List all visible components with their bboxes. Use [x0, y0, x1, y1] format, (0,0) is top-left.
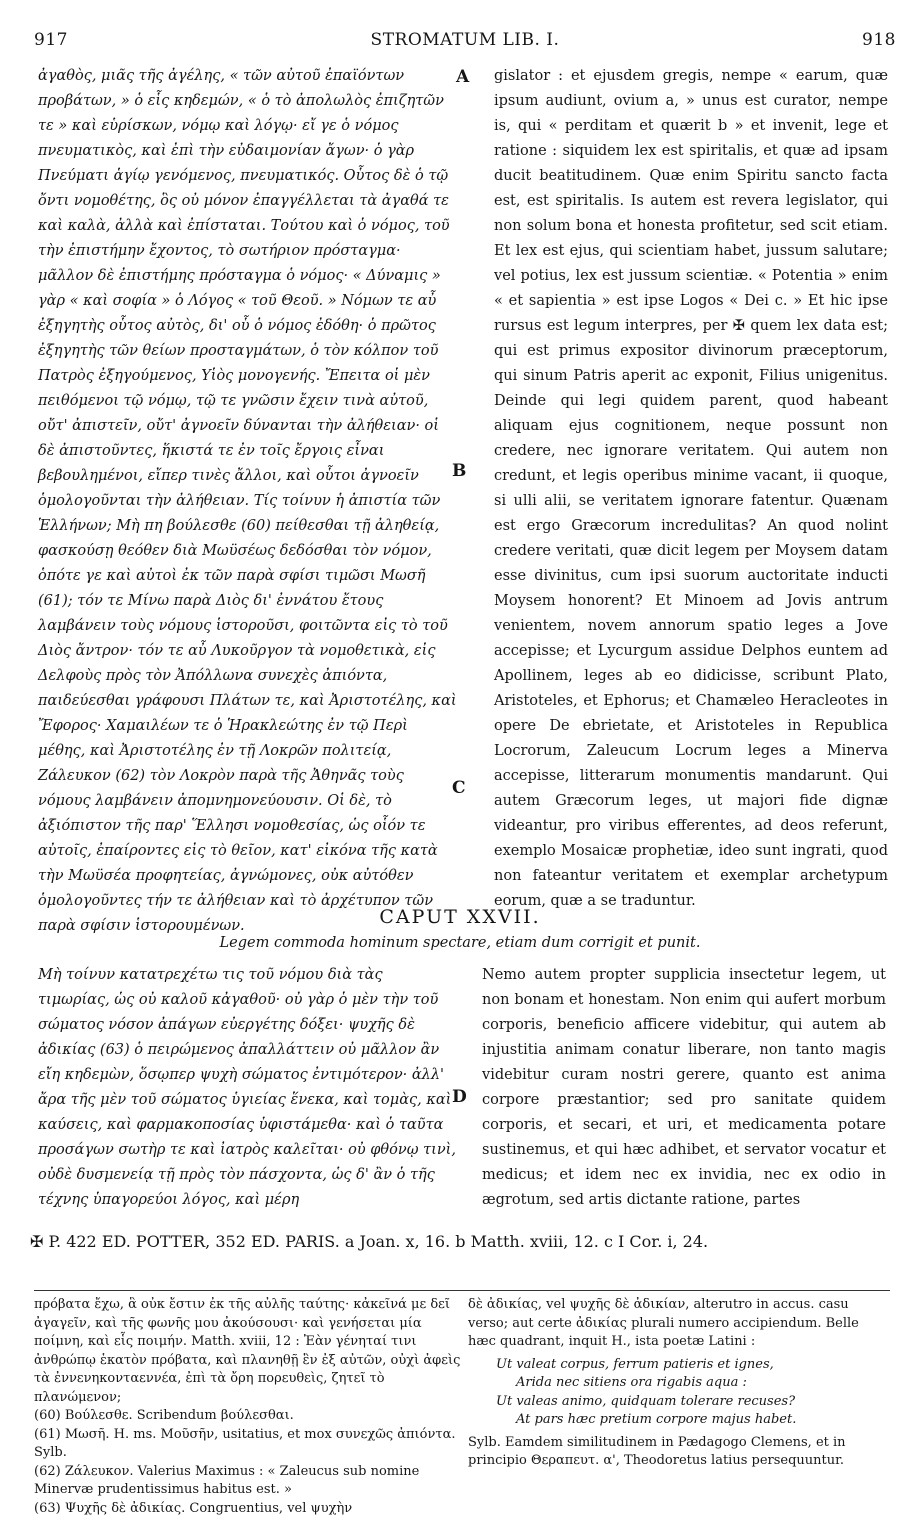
footnote: πρόβατα ἔχω, ἃ οὐκ ἔστιν ἐκ τῆς αὐλῆς ταύτης· κἀκεῖνά με δεῖ ἀγαγεῖν, καὶ τῆς φωνῆς μου ἀκούσουσι· καὶ γενήσεται μία ποίμνη, καὶ εἷς ποιμήν. Matth. xviii, 12 : Ἐὰν γένηταί τινι ἀνθρώπῳ ἑκατὸν πρόβατα, καὶ πλανηθῇ ἓν ἐξ αὐτῶν, οὐχὶ ἀφεὶς τὰ ἐννενηκονταεννέα, ἐπὶ τὰ ὄρη πορευθεὶς, ζητεῖ τὸ πλανώμενον; — [34, 1297, 461, 1405]
poem-line: Arida nec sitiens ora rigabis aqua : — [516, 1375, 747, 1390]
page-number-left: 917 — [34, 30, 68, 50]
latin-text-bottom: Nemo autem propter supplicia insectetur legem, ut non bonam et honestam. Non enim qui aufert morbum corporis, beneficio afficere videbitur, qui autem ab injustitia animam conatur liberare, non tanto magis videbitur curam nostri gerere, quanto est anima corpore præstantior; sed pro sanitate quidem corporis, et secari, et uri, et medicamenta potare sustinemus, et qui hæc adhibet, et servator vocatur et medicus; et idem nec ex invidia, nec ex odio in ægrotum, sed artis dictante ratione, partes — [482, 967, 886, 1208]
footnote: (62) Ζάλευκον. Valerius Maximus : « Zaleucus sub nomine Minervæ prudentissimus habitus est. » — [34, 1463, 420, 1497]
footnote: (61) Μωσῆ. H. ms. Μοῦσῆν, usitatius, et mox συνεχῶς ἀπιόντα. Sylb. — [34, 1426, 456, 1460]
chapter-subtitle: Legem commoda hominum spectare, etiam dum corrigit et punit. — [219, 935, 701, 951]
margin-mark-c: C — [452, 778, 466, 798]
poem-quotation — [496, 1356, 888, 1430]
margin-mark-b: B — [452, 461, 467, 481]
latin-column-bottom — [482, 963, 886, 1213]
margin-mark-a: A — [456, 67, 470, 87]
footnote-divider — [34, 1290, 890, 1291]
latin-column-top — [494, 64, 888, 914]
running-header — [34, 30, 896, 54]
greek-column-top — [38, 64, 458, 939]
poem-line: Ut valeas animo, quidquam tolerare recuses? — [496, 1393, 796, 1409]
edition-references: ✠ P. 422 ED. POTTER, 352 ED. PARIS. a Joan. x, 16. b Matth. xviii, 12. c I Cor. i, 24. — [30, 1232, 709, 1251]
greek-text-bottom: Μὴ τοίνυν κατατρεχέτω τις τοῦ νόμου διὰ τὰς τιμωρίας, ὡς οὐ καλοῦ κἀγαθοῦ· οὐ γὰρ ὁ μὲν τὴν τοῦ σώματος νόσον ἀπάγων εὐεργέτης δόξει· ψυχῆς δὲ ἀδικίας (63) ὁ πειρώμενος ἀπαλλάττειν οὐ μᾶλλον ἂν εἴη κηδεμὼν, ὅσῳπερ ψυχὴ σώματος ἐντιμότερον· ἀλλ' ἄρα τῆς μὲν τοῦ σώματος ὑγιείας ἕνεκα, καὶ τομὰς, καὶ καύσεις, καὶ φαρμακοποσίας ὑφιστάμεθα· καὶ ὁ ταῦτα προσάγων σωτὴρ τε καὶ ἰατρὸς καλεῖται· οὐ φθόνῳ τινὶ, οὐδὲ δυσμενείᾳ τῇ πρὸς τὸν πάσχοντα, ὡς δ' ἂν ὁ τῆς τέχνης ὑπαγορεύοι λόγος, καὶ μέρη — [38, 967, 456, 1208]
footnote: δὲ ἀδικίας, vel ψυχῆς δὲ ἀδικίαν, alterutro in accus. casu verso; aut certe ἀδικίας plurali numero accipiendum. Belle hæc quadrant, inquit H., ista poetæ Latini : — [468, 1297, 859, 1349]
footnotes-left — [34, 1296, 464, 1518]
greek-column-bottom — [38, 963, 458, 1213]
latin-text-top: gislator : et ejusdem gregis, nempe « earum, quæ ipsum audiunt, ovium a, » unus est curator, nempe is, qui « perditam et quærit b » et invenit, lege et ratione : siquidem lex est spiritalis, et quæ ad ipsam ducit beatitudinem. Quæ enim Spiritu sancto facta est, est spiritalis. Is autem est revera legislator, qui non solum bona et honesta profitetur, sed scit etiam. Et lex est ejus, qui scientiam habet, jussum salutare; vel potius, lex est jussum scientiæ. « Potentia » enim « et sapientia » est ipse Logos « Dei c. » Et hic ipse rursus est legum interpres, per ✠ quem lex data est; qui est primus expositor divinorum præceptorum, qui sinum Patris aperit ac exponit, Filius unigenitus. Deinde qui legi quidem parent, quod habeant aliquam ejus cognitionem, neque possunt non credere, nec ignorare veritatem. Qui autem non credunt, et legis operibus minime vacant, ii quoque, si ulli alii, se veritatem ignorare fatentur. Quænam est ergo Græcorum incredulitas? An quod nolint credere veritati, quæ dicit legem per Moysem datam esse divinitus, cum ipsi suorum auctoritate inducti Moysem honorent? Et Minoem ad Jovis antrum venientem, novem annorum spatio leges a Jove accepisse; et Lycurgum assidue Delphos euntem ad Apollinem, leges ab eo didicisse, scribunt Plato, Aristoteles, et Ephorus; et Chamæleo Heracleotes in opere De ebrietate, et Aristoteles in Republica Locrorum, Zaleucum Locrum leges a Minerva accepisse, litterarum monumentis mandarunt. Qui autem Græcorum leges, ut majori fide dignæ videantur, pro viribus efferentes, ad deos referunt, exemplo Mosaicæ prophetiæ, ideo sunt ingrati, quod non fateantur veritatem et exemplar archetypum eorum, quæ a se traduntur. — [494, 68, 888, 909]
footnote: (60) Βούλεσθε. Scribendum βούλεσθαι. — [34, 1408, 294, 1423]
greek-text-top: ἀγαθὸς, μιᾶς τῆς ἀγέλης, « τῶν αὐτοῦ ἐπαϊόντων προβάτων, » ὁ εἷς κηδεμών, « ὁ τὸ ἀπολωλὸς ἐπιζητῶν τε » καὶ εὑρίσκων, νόμῳ καὶ λόγῳ· εἴ γε ὁ νόμος πνευματικὸς, καὶ ἐπὶ τὴν εὐδαιμονίαν ἄγων· ὁ γὰρ Πνεύματι ἁγίῳ γενόμενος, πνευματικός. Οὗτος δὲ ὁ τῷ ὄντι νομοθέτης, ὃς οὐ μόνον ἐπαγγέλλεται τὰ ἀγαθά τε καὶ καλὰ, ἀλλὰ καὶ ἐπίσταται. Τούτου καὶ ὁ νόμος, τοῦ τὴν ἐπιστήμην ἔχοντος, τὸ σωτήριον πρόσταγμα· μᾶλλον δὲ ἐπιστήμης πρόσταγμα ὁ νόμος· « Δύναμις » γὰρ « καὶ σοφία » ὁ Λόγος « τοῦ Θεοῦ. » Νόμων τε αὖ ἐξηγητὴς οὗτος αὐτὸς, δι' οὗ ὁ νόμος ἐδόθη· ὁ πρῶτος ἐξηγητὴς τῶν θείων προσταγμάτων, ὁ τὸν κόλπον τοῦ Πατρὸς ἐξηγούμενος, Υἱὸς μονογενής. Ἔπειτα οἱ μὲν πειθόμενοι τῷ νόμῳ, τῷ τε γνῶσιν ἔχειν τινὰ αὐτοῦ, οὔτ' ἀπιστεῖν, οὔτ' ἀγνοεῖν δύνανται τὴν ἀλήθειαν· οἱ δὲ ἀπιστοῦντες, ἥκιστά τε ἐν τοῖς ἔργοις εἶναι βεβουλημένοι, εἴπερ τινὲς ἄλλοι, καὶ οὗτοι ἀγνοεῖν ὁμολογοῦνται τὴν ἀλήθειαν. Τίς τοίνυν ἡ ἀπιστία τῶν Ἑλλήνων; Μὴ πη βούλεσθε (60) πείθεσθαι τῇ ἀληθείᾳ, φασκούσῃ θεόθεν διὰ Μωϋσέως δεδόσθαι τὸν νόμον, ὁπότε γε καὶ αὐτοὶ ἐκ τῶν παρὰ σφίσι τιμῶσι Μωσῆ (61); τόν τε Μίνω παρὰ Διὸς δι' ἐννάτου ἔτους λαμβάνειν τοὺς νόμους ἱστοροῦσι, φοιτῶντα εἰς τὸ τοῦ Διὸς ἄντρον· τόν τε αὖ Λυκοῦργον τὰ νομοθετικὰ, εἰς Δελφοὺς πρὸς τὸν Ἀπόλλωνα συνεχὲς ἀπιόντα, παιδεύεσθαι γράφουσι Πλάτων τε, καὶ Ἀριστοτέλης, καὶ Ἔφορος· Χαμαιλέων τε ὁ Ἡρακλεώτης ἐν τῷ Περὶ μέθης, καὶ Ἀριστοτέλης ἐν τῇ Λοκρῶν πολιτείᾳ, Ζάλευκον (62) τὸν Λοκρὸν παρὰ τῆς Ἀθηνᾶς τοὺς νόμους λαμβάνειν ἀπομνημονεύουσιν. Οἱ δὲ, τὸ ἀξιόπιστον τῆς παρ' Ἕλλησι νομοθεσίας, ὡς οἷόν τε αὐτοῖς, ἐπαίροντες εἰς τὸ θεῖον, κατ' εἰκόνα τῆς κατὰ τὴν Μωϋσέα προφητείας, ἀγνώμονες, οὐκ αὐτόθεν ὁμολογοῦντες τήν τε ἀλήθειαν καὶ τὸ ἀρχέτυπον τῶν παρὰ σφίσιν ἱστορουμένων. — [38, 68, 457, 934]
footnote: (63) Ψυχῆς δὲ ἀδικίας. Congruentius, vel ψυχὴν — [34, 1500, 353, 1516]
margin-mark-d: D — [452, 1087, 467, 1107]
page-number-right: 918 — [862, 30, 896, 50]
running-title: STROMATUM LIB. I. — [370, 30, 560, 50]
poem-line: At pars hæc pretium corpore majus habet. — [516, 1412, 797, 1427]
footnotes-right — [468, 1296, 888, 1471]
poem-line: Ut valeat corpus, ferrum patieris et ignes, — [496, 1356, 774, 1372]
footnote: Sylb. Eamdem similitudinem in Pædagogo Clemens, et in principio Θεραπευτ. α', Theodoretus latius persequuntur. — [468, 1434, 846, 1468]
chapter-title: CAPUT XXVII. — [379, 906, 541, 928]
